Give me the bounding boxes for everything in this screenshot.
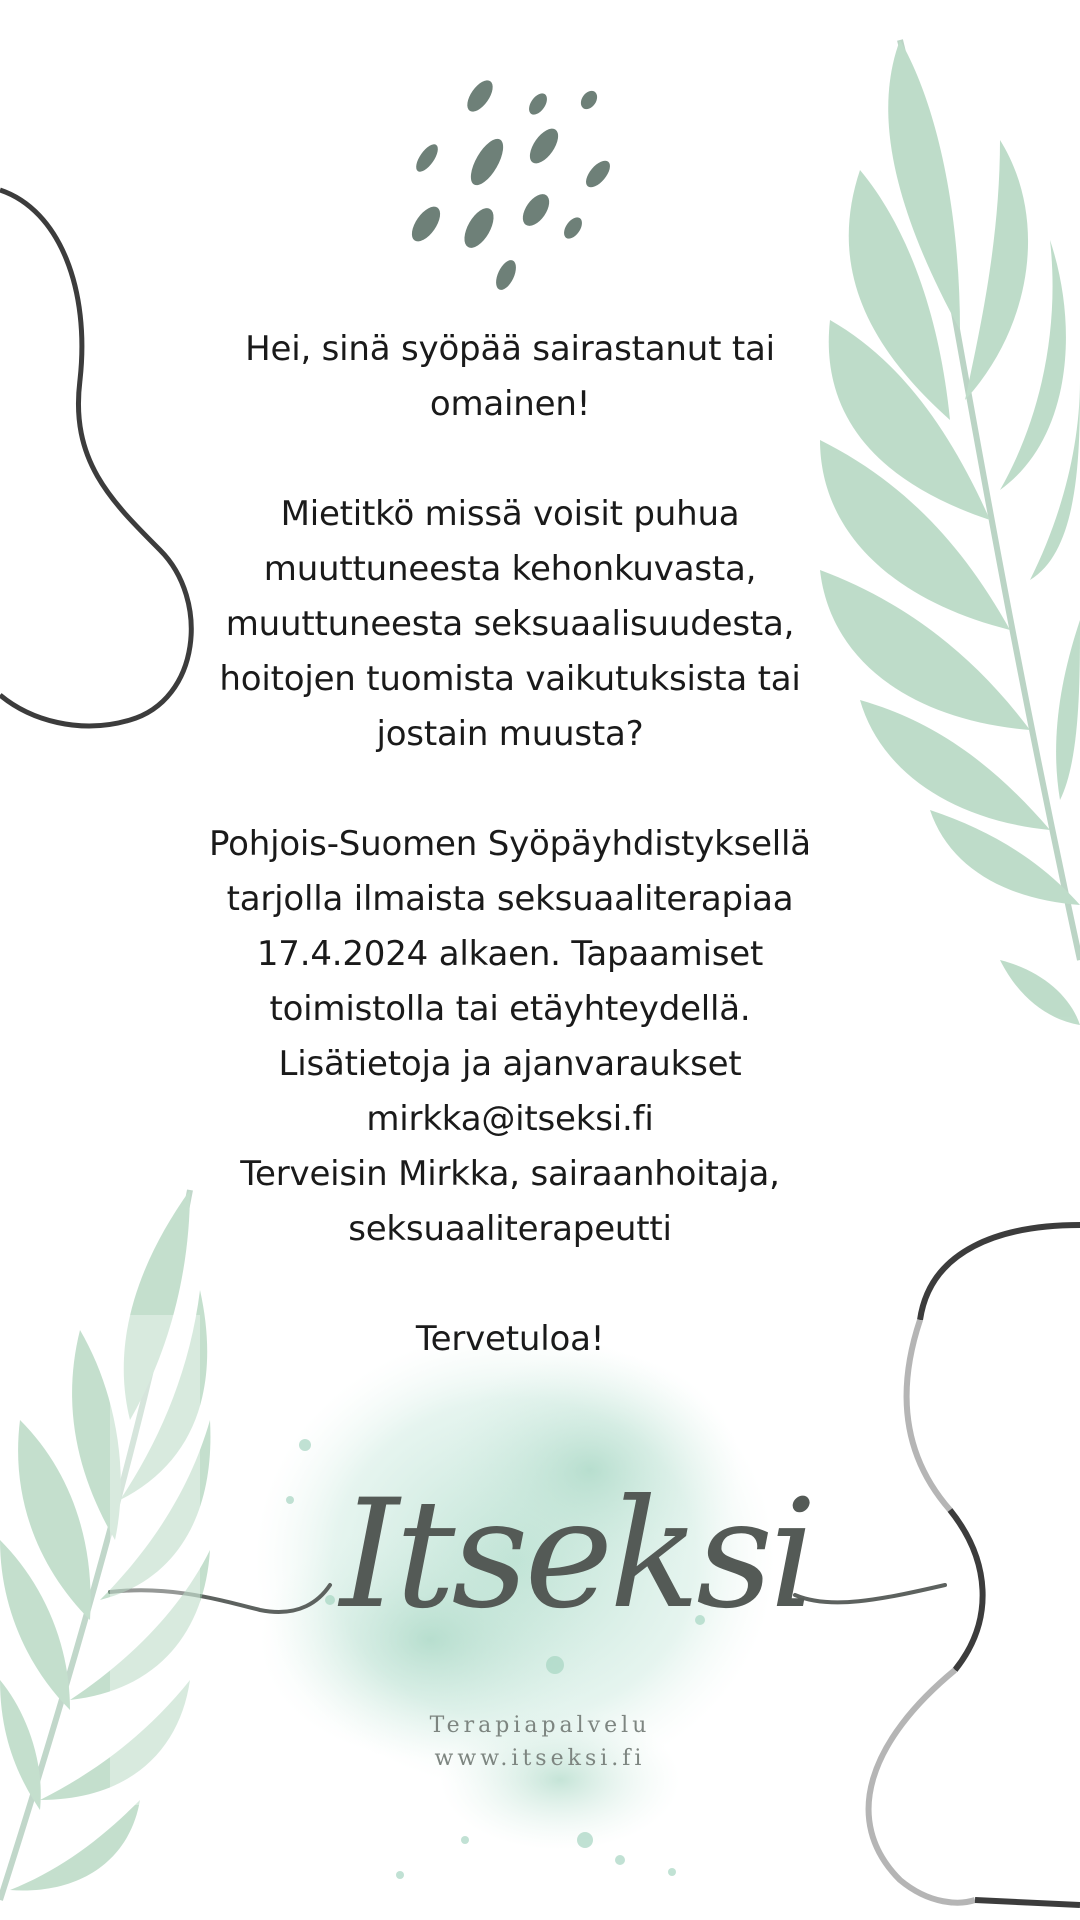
right-curve-light — [907, 1320, 950, 1510]
signature-line: Terveisin Mirkka, sairaanhoitaja, — [240, 1154, 780, 1194]
raindrops-icon — [406, 76, 614, 293]
right-curve-dark-mid — [950, 1510, 983, 1670]
signature-line: seksuaaliterapeutti — [348, 1209, 672, 1249]
greeting-line: Hei, sinä syöpää sairastanut tai — [245, 329, 775, 369]
left-curve — [0, 190, 191, 726]
right-curve-dark-bottom — [975, 1900, 1080, 1905]
offer-line: Lisätietoja ja ajanvaraukset — [278, 1044, 742, 1084]
offer-line: Pohjois-Suomen Syöpäyhdistyksellä — [209, 824, 811, 864]
question-line: jostain muusta? — [376, 714, 644, 754]
fern-leaf-icon — [820, 40, 1080, 1025]
brand-logo: Itseksi — [340, 1468, 814, 1642]
welcome-text: Tervetuloa! — [415, 1319, 605, 1359]
brand-tagline: Terapiapalvelu — [429, 1713, 651, 1738]
offer-line: 17.4.2024 alkaen. Tapaamiset — [256, 934, 764, 974]
question-line: muuttuneesta kehonkuvasta, — [263, 549, 757, 589]
greeting-line: omainen! — [429, 384, 591, 424]
contact-email[interactable]: mirkka@itseksi.fi — [366, 1099, 654, 1139]
offer-line: tarjolla ilmaista seksuaaliterapiaa — [226, 879, 794, 919]
question-line: Mietitkö missä voisit puhua — [280, 494, 740, 534]
question-line: hoitojen tuomista vaikutuksista tai — [219, 659, 801, 699]
offer-line: toimistolla tai etäyhteydellä. — [269, 989, 751, 1029]
brand-url[interactable]: www.itseksi.fi — [434, 1746, 646, 1771]
question-line: muuttuneesta seksuaalisuudesta, — [225, 604, 795, 644]
right-curve-dark-top — [920, 1225, 1080, 1320]
logo-swash-right — [795, 1585, 945, 1602]
right-curve-light-bottom — [869, 1670, 975, 1903]
message-text — [170, 322, 850, 1367]
